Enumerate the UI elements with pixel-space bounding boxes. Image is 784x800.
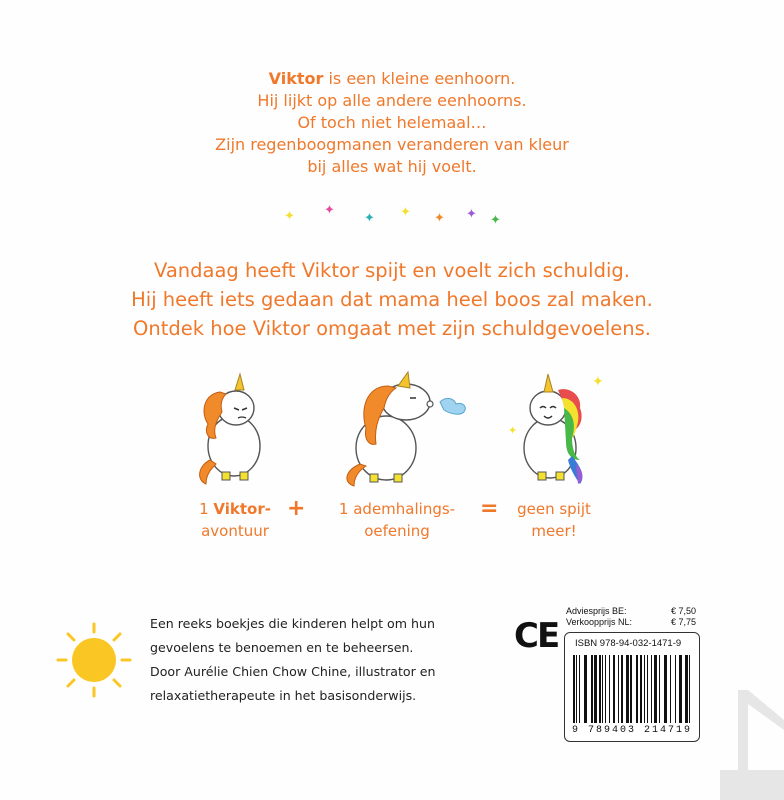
intro-line-2: Hij lijkt op alle andere eenhoorns. <box>257 91 527 110</box>
star-icon: ✦ <box>364 211 375 226</box>
intro-text <box>0 68 784 178</box>
price-row-nl <box>566 617 696 628</box>
term-3-line-2: meer! <box>531 522 577 540</box>
barcode-box <box>564 632 700 742</box>
blurb-line-1: Een reeks boekjes die kinderen helpt om hun <box>150 616 435 631</box>
summary-text <box>0 256 784 343</box>
star-icon: ✦ <box>324 203 335 218</box>
star-icon: ✦ <box>466 207 477 222</box>
term-3-line-1: geen spijt <box>517 500 591 518</box>
intro-line-4: Zijn regenboogmanen veranderen van kleur <box>215 135 569 154</box>
blurb-line-2: gevoelens te benoemen en te beheersen. <box>150 640 414 655</box>
barcode-number: 9 789403 214719 <box>571 725 692 736</box>
sun-icon <box>44 620 144 702</box>
price-nl-value: € 7,75 <box>670 617 696 627</box>
price-nl-label: Verkoopprijs NL: <box>566 617 633 627</box>
price-row-be <box>566 606 696 617</box>
svg-text:✦: ✦ <box>508 424 518 437</box>
intro-line-1-rest: is een kleine eenhoorn. <box>323 69 516 88</box>
isbn-text: ISBN 978-94-032-1471-9 <box>575 638 682 649</box>
barcode-icon <box>571 655 693 725</box>
equation-term-3 <box>504 498 604 542</box>
star-icon: ✦ <box>284 209 295 224</box>
term-1-line-1 <box>180 498 290 520</box>
star-row <box>284 204 504 226</box>
svg-text:✦: ✦ <box>592 374 604 390</box>
unicorn-breathing-illustration <box>326 368 476 488</box>
watermark-logo <box>700 580 784 800</box>
term-1-prefix: 1 <box>199 500 214 518</box>
series-description <box>150 612 480 708</box>
equation-term-1 <box>180 498 290 542</box>
star-icon: ✦ <box>490 213 501 228</box>
summary-line-3: Ontdek hoe Viktor omgaat met zijn schuldgevoelens. <box>133 317 651 340</box>
equation-term-2 <box>322 498 472 542</box>
term-1-line-2: avontuur <box>201 522 269 540</box>
blurb-line-4: relaxatietherapeute in het basisonderwijs. <box>150 688 417 703</box>
term-1-bold: Viktor- <box>213 500 271 518</box>
star-icon: ✦ <box>400 205 411 220</box>
ce-mark: CE <box>514 616 559 656</box>
price-be-label: Adviesprijs BE: <box>566 606 627 616</box>
intro-name: Viktor <box>268 69 324 88</box>
term-2-line-2: oefening <box>364 522 430 540</box>
price-info <box>566 606 696 628</box>
term-2-line-1: 1 ademhalings- <box>338 500 456 518</box>
summary-line-1: Vandaag heeft Viktor spijt en voelt zich schuldig. <box>154 259 630 282</box>
price-be-value: € 7,50 <box>670 606 696 616</box>
star-icon: ✦ <box>434 211 445 226</box>
summary-line-2: Hij heeft iets gedaan dat mama heel boos zal maken. <box>131 288 653 311</box>
unicorn-sad-illustration <box>186 368 276 488</box>
intro-line-3: Of toch niet helemaal… <box>297 113 487 132</box>
intro-line-5: bij alles wat hij voelt. <box>307 157 477 176</box>
blurb-line-3: Door Aurélie Chien Chow Chine, illustrator en <box>150 664 436 679</box>
intro-line-1 <box>0 68 784 90</box>
plus-sign: + <box>287 496 306 521</box>
equals-sign: = <box>480 496 499 521</box>
unicorn-happy-illustration <box>500 368 610 488</box>
